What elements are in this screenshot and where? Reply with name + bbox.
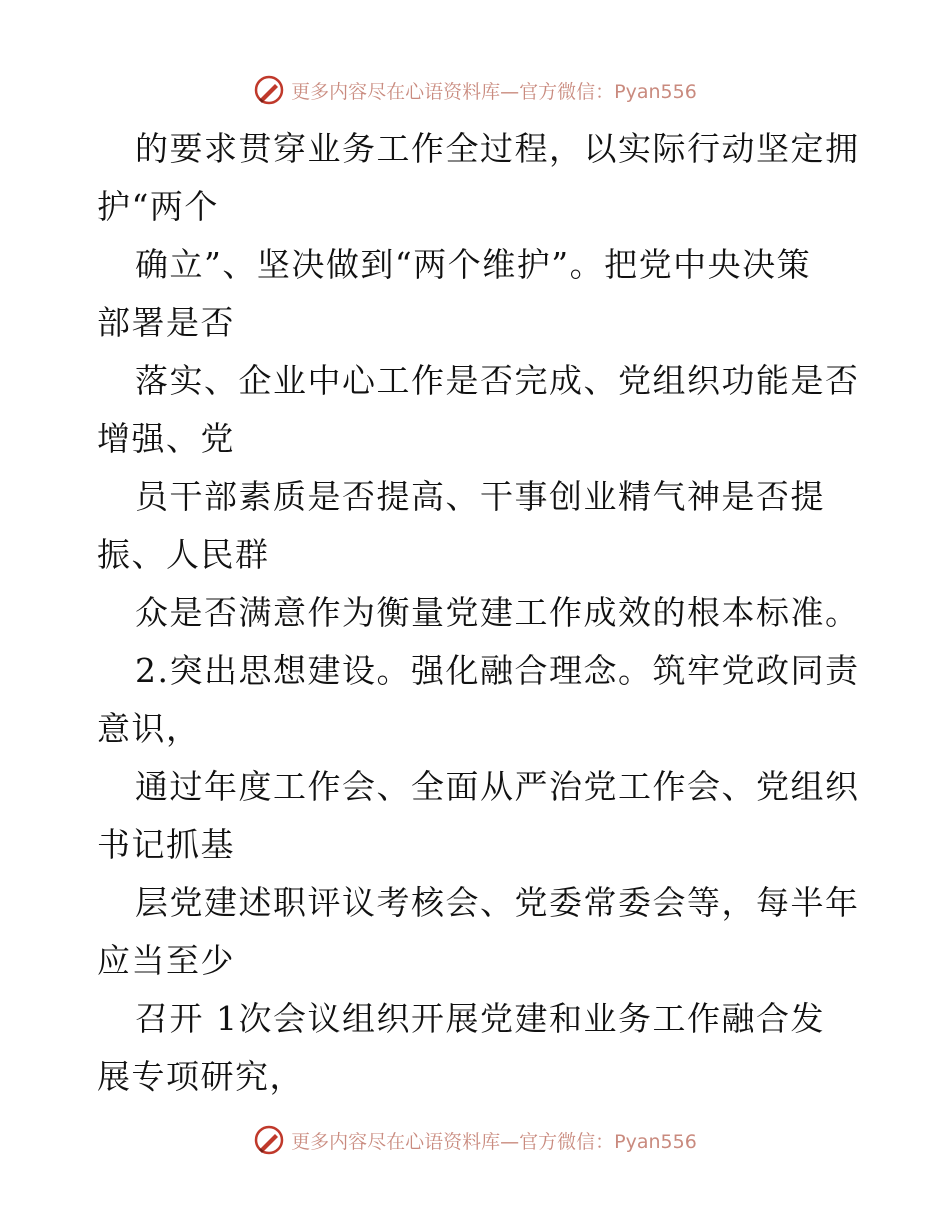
body-line: 确立”、坚决做到“两个维护”。把党中央决策 (135, 245, 812, 284)
body-line: 护“两个 (97, 187, 219, 226)
header-banner (0, 70, 950, 110)
footer-banner-text: 更多内容尽在心语资料库—官方微信：Pyan556 (291, 1130, 697, 1153)
pen-logo-icon (253, 74, 285, 106)
body-line: 应当至少 (97, 941, 235, 980)
header-banner-text: 更多内容尽在心语资料库—官方微信：Pyan556 (291, 80, 697, 103)
footer-banner (0, 1120, 950, 1160)
pen-logo-icon (253, 1124, 285, 1156)
body-line: 落实、企业中心工作是否完成、党组织功能是否 (135, 361, 860, 400)
body-line: 书记抓基 (97, 825, 235, 864)
body-line: 众是否满意作为衡量党建工作成效的根本标准。 (135, 593, 860, 632)
body-line: 的要求贯穿业务工作全过程，以实际行动坚定拥 (135, 129, 860, 168)
body-line: 召开 1次会议组织开展党建和业务工作融合发 (135, 999, 825, 1038)
body-line: 增强、党 (97, 419, 235, 458)
body-line: 振、人民群 (97, 535, 270, 574)
body-line: 层党建述职评议考核会、党委常委会等，每半年 (135, 883, 860, 922)
document-body (97, 120, 860, 1106)
body-line: 通过年度工作会、全面从严治党工作会、党组织 (135, 767, 860, 806)
body-line: 2.突出思想建设。强化融合理念。筑牢党政同责 (135, 651, 860, 690)
body-line: 员干部素质是否提高、干事创业精气神是否提 (135, 477, 825, 516)
body-line: 意识， (97, 709, 201, 748)
body-line: 展专项研究， (97, 1057, 304, 1096)
body-line: 部署是否 (97, 303, 235, 342)
